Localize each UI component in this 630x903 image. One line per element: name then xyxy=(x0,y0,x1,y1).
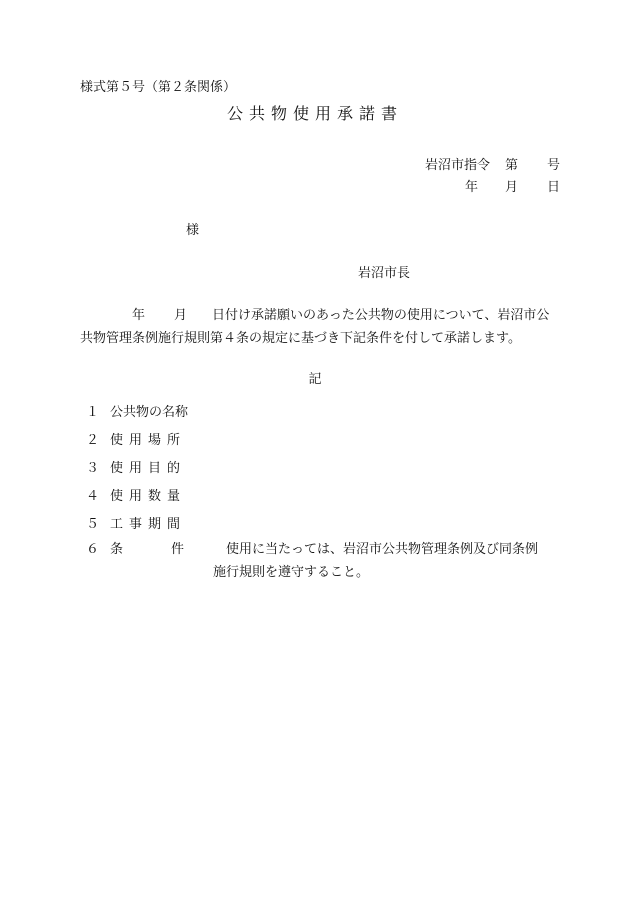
addressee: 様 xyxy=(186,223,200,238)
date-day: 日 xyxy=(547,180,561,195)
item-number: ５ xyxy=(86,517,100,532)
item-number: １ xyxy=(86,405,100,420)
date-month: 月 xyxy=(505,180,519,195)
condition-text-2: 施行規則を遵守すること。 xyxy=(213,565,370,580)
reference-org: 岩沼市指令 xyxy=(425,158,491,173)
item-label: 使用数量 xyxy=(110,489,187,504)
reference-go: 号 xyxy=(547,158,561,173)
list-item xyxy=(86,433,586,451)
item-label: 条件 xyxy=(110,542,233,557)
item-number: ４ xyxy=(86,489,100,504)
list-item xyxy=(86,517,586,535)
document-title: 公共物使用承諾書 xyxy=(226,104,403,123)
item-label: 使用目的 xyxy=(110,461,187,476)
item-number: ２ xyxy=(86,433,100,448)
list-item xyxy=(86,542,586,560)
list-item xyxy=(86,489,586,507)
list-item xyxy=(86,405,586,423)
ki-heading: 記 xyxy=(308,372,322,387)
form-number: 様式第５号（第２条関係） xyxy=(80,80,237,95)
date-year: 年 xyxy=(465,180,479,195)
issuer: 岩沼市長 xyxy=(358,266,411,281)
body-text-1: 日付け承諾願いのあった公共物の使用について、岩沼市公 xyxy=(212,308,550,323)
body-year: 年 xyxy=(132,308,146,323)
body-month: 月 xyxy=(174,308,188,323)
body-line-2: 共物管理条例施行規則第４条の規定に基づき下記条件を付して承諾します。 xyxy=(80,331,521,346)
condition-text-1: 使用に当たっては、岩沼市公共物管理条例及び同条例 xyxy=(226,542,539,557)
item-number: ６ xyxy=(86,542,100,557)
item-label: 公共物の名称 xyxy=(110,405,189,420)
reference-dai: 第 xyxy=(505,158,519,173)
item-label: 工事期間 xyxy=(110,517,187,532)
item-label: 使用場所 xyxy=(110,433,187,448)
item-number: ３ xyxy=(86,461,100,476)
list-item xyxy=(86,461,586,479)
